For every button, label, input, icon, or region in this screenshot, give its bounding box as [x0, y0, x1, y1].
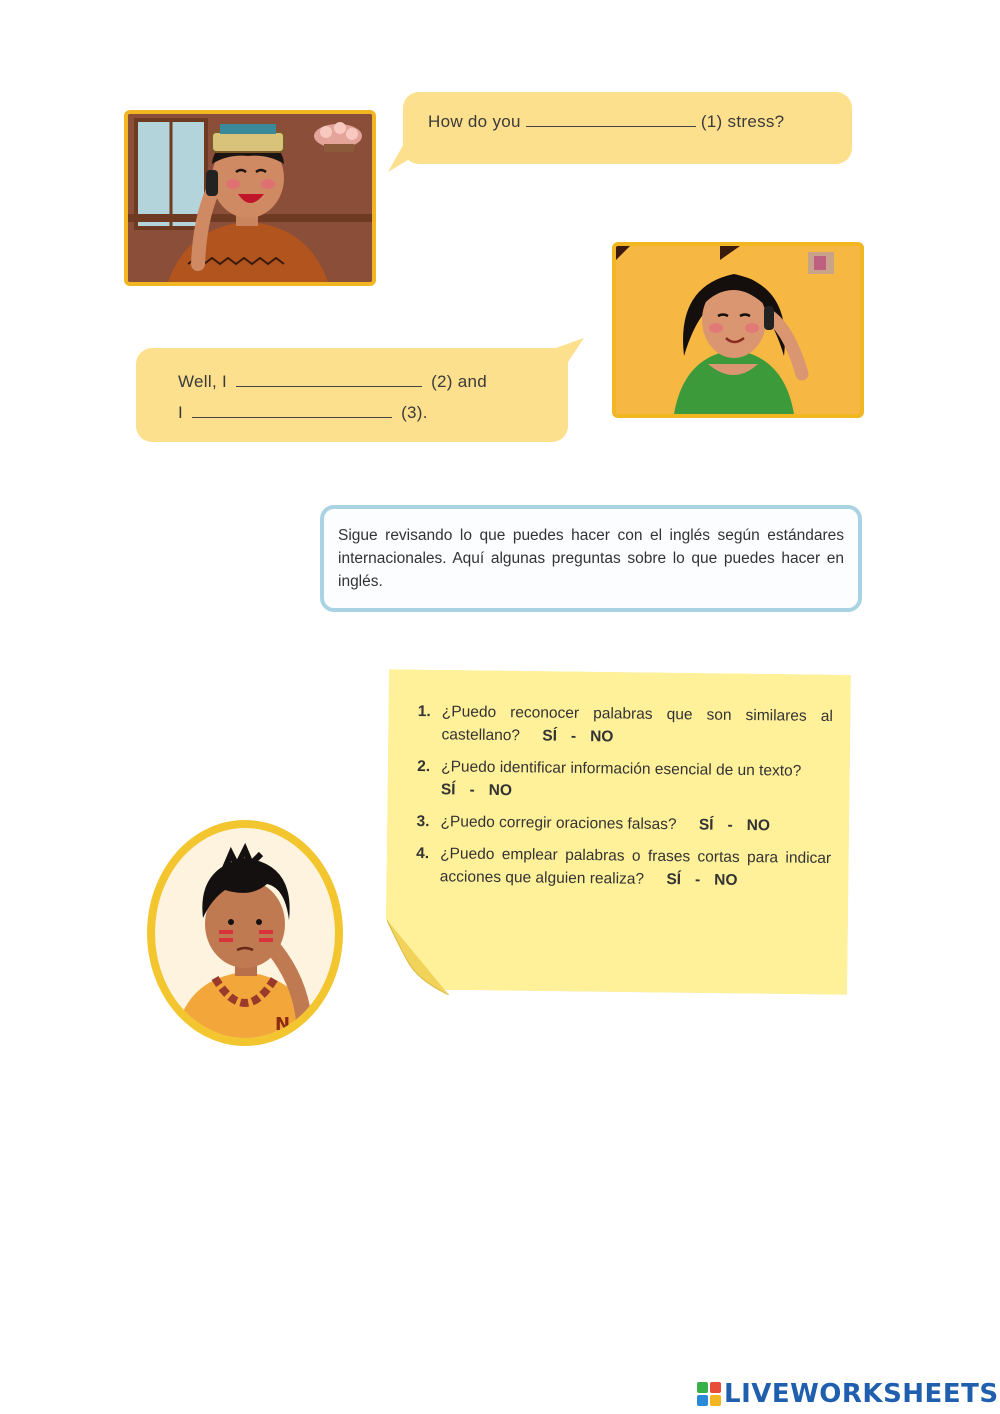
svg-text:N: N [275, 1014, 291, 1035]
question-text [440, 842, 832, 893]
choice-separator: - [570, 727, 577, 745]
question-label: ¿Puedo corregir oraciones falsas? [440, 813, 677, 834]
question-label: ¿Puedo emplear palabras o frases cortas para indicar acciones que alguien realiza? [439, 845, 832, 888]
boy-phone-illustration [124, 110, 376, 286]
instructions-box [320, 505, 862, 612]
boy-phone-drawing [128, 114, 372, 282]
yes-option[interactable]: SÍ [698, 816, 714, 834]
choice-separator: - [727, 816, 733, 834]
line1-after: (1) stress? [700, 112, 785, 131]
answer-blank-1[interactable] [526, 112, 696, 127]
question-number: 2. [417, 757, 431, 776]
question-number: 3. [416, 812, 430, 831]
question-number: 4. [416, 844, 430, 863]
answer-line-1 [178, 366, 568, 397]
line2-mid: (2) and [431, 372, 488, 391]
girl-phone-drawing [616, 246, 860, 414]
girl-phone-illustration [612, 242, 864, 418]
bubble-2-tail [550, 338, 586, 370]
yes-option[interactable]: SÍ [542, 727, 558, 745]
self-assessment-list [416, 700, 833, 902]
no-option[interactable]: NO [590, 728, 614, 746]
yes-option[interactable]: SÍ [666, 871, 682, 889]
question-item [416, 842, 832, 893]
answer-blank-3[interactable] [192, 403, 392, 418]
thinking-boy-drawing [155, 828, 335, 1038]
yes-no-choice [666, 871, 737, 889]
no-option[interactable]: NO [488, 781, 513, 800]
line1-before: How do you [428, 112, 521, 131]
question-label: ¿Puedo reconocer palabras que son similares al castellano? [441, 703, 833, 745]
question-text [441, 700, 833, 751]
line2-start2: I [178, 403, 184, 422]
logo-grid-icon [697, 1382, 721, 1406]
yes-no-choice [699, 816, 770, 834]
answer-line-2 [178, 397, 568, 428]
yes-no-choice [542, 728, 613, 746]
question-item [416, 810, 831, 838]
brand-text: LIVEWORKSHEETS [724, 1379, 999, 1409]
choice-separator: - [694, 871, 701, 889]
question-item [417, 700, 833, 751]
yes-option[interactable]: SÍ [440, 781, 456, 799]
thinking-boy-avatar [147, 820, 343, 1046]
line2-start: Well, I [178, 372, 228, 391]
liveworksheets-logo [697, 1374, 999, 1414]
question-number: 1. [417, 702, 431, 721]
choice-separator: - [469, 781, 475, 799]
instructions-text: Sigue revisando lo que puedes hacer con el inglés según estándares internacionales. Aquí algunas preguntas sobre lo que puedes hacer en inglés. [338, 527, 844, 590]
yes-no-choice [441, 781, 512, 799]
speech-bubble-answer [136, 348, 568, 442]
no-option[interactable]: NO [714, 871, 738, 889]
line2-end: (3). [401, 403, 428, 422]
question-text [441, 755, 833, 806]
sticky-note-curl [387, 920, 449, 995]
bubble-1-tail [388, 140, 418, 174]
speech-bubble-question [403, 92, 852, 164]
no-option[interactable]: NO [746, 817, 771, 835]
question-item [417, 755, 833, 806]
question-label: ¿Puedo identificar información esencial de un texto? [441, 758, 802, 780]
avatar-background [155, 828, 335, 1038]
question-text [440, 810, 831, 838]
answer-blank-2[interactable] [236, 372, 422, 387]
